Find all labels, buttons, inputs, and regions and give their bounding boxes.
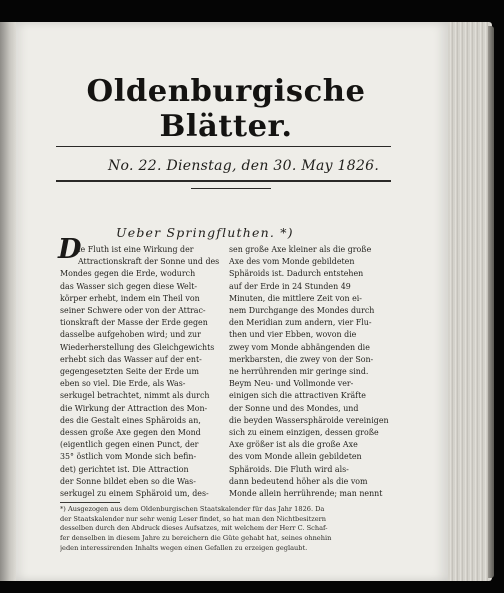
text-line: (eigentlich gegen einen Punct, der [60, 440, 199, 450]
text-line: Minuten, die mittlere Zeit von ei- [229, 293, 362, 303]
text-line: dasselbe aufgehoben wird; und zur [60, 330, 201, 340]
text-line: Beym Neu- und Vollmonde ver- [229, 379, 354, 389]
text-line: der Sonne und des Mondes, und [229, 403, 359, 413]
text-line: körper erhebt, indem ein Theil von [60, 293, 200, 303]
issue-date: Dienstag, den 30. May 1826. [166, 158, 380, 174]
text-line: Axe des vom Monde gebildeten [229, 257, 355, 267]
right-column [229, 244, 413, 500]
text-line: seiner Schwere oder von der Attrac- [60, 306, 206, 316]
text-line: sen große Axe kleiner als die große [229, 245, 372, 254]
text-line: der Staatskalender nur sehr wenig Leser findet, so hat man den Nichtbesitzern [60, 514, 327, 523]
text-line: der Sonne bildet eben so die Was- [60, 476, 196, 486]
text-line: Wiederherstellung des Gleichgewichts [60, 342, 215, 352]
text-line: eben so viel. Die Erde, als Was- [60, 379, 186, 389]
text-line: die beyden Wassersphäroide vereinigen [229, 415, 389, 425]
text-line: serkugel zu einem Sphäroid um, des- [60, 489, 209, 499]
document-page [16, 22, 448, 581]
text-line: serkugel betrachtet, nimmt als durch [60, 391, 210, 401]
text-line: Axe größer ist als die große Axe [229, 440, 358, 450]
text-line: Mondes gegen die Erde, wodurch [60, 269, 196, 279]
text-line: ie Fluth ist eine Wirkung der [78, 245, 194, 254]
text-line: merkbarsten, die zwey von der Son- [229, 354, 374, 364]
text-line: ne herrührenden mir geringe sind. [229, 367, 369, 377]
text-line: das Wasser sich gegen diese Welt- [60, 281, 198, 291]
masthead-rule [56, 146, 391, 147]
text-line: desselben durch den Abdruck dieses Aufsatzes, mit welchem der Herr C. Schaf- [60, 524, 328, 533]
text-line: des die Gestalt eines Sphäroids an, [60, 415, 201, 425]
text-line: zwey vom Monde abhängenden die [229, 342, 370, 352]
drop-cap: D [58, 234, 82, 265]
text-line: Sphäroids. Die Fluth wird als- [229, 464, 349, 474]
article-title: Ueber Springfluthen. *) [116, 225, 294, 240]
left-column [60, 244, 238, 500]
text-line: den Meridian zum andern, vier Flu- [229, 318, 372, 328]
text-line: dessen große Axe gegen den Mond [60, 428, 201, 438]
text-line: auf der Erde in 24 Stunden 49 [229, 281, 351, 291]
text-line: Monde allein herrührende; man nennt [229, 489, 383, 499]
text-line: det) gerichtet ist. Die Attraction [60, 464, 189, 474]
issue-rule [56, 180, 391, 182]
text-line: fer denselben in diesem Jahre zu bereichern die Güte gehabt hat, seines ohnehin [60, 534, 332, 543]
issue-line [108, 158, 380, 174]
text-line: nem Durchgange des Mondes durch [229, 306, 375, 316]
text-line: 35° östlich vom Monde sich befin- [60, 452, 197, 462]
short-rule [191, 188, 271, 189]
text-line: sich zu einem einzigen, dessen große [229, 428, 379, 438]
text-line: gegengesetzten Seite der Erde um [60, 367, 199, 377]
footnote [60, 505, 412, 554]
masthead-title: Oldenburgische Blätter. [86, 74, 366, 144]
text-line: einigen sich die attractiven Kräfte [229, 391, 366, 401]
text-line: erhebt sich das Wasser auf der ent- [60, 354, 202, 364]
text-line: jeden interessirenden Inhalts wegen einen Gefallen zu erzeigen geglaubt. [60, 543, 308, 552]
footnote-rule [60, 502, 120, 503]
text-line: *) Ausgezogen aus dem Oldenburgischen Staatskalender für das Jahr 1826. Da [60, 505, 325, 513]
issue-number: No. 22. [108, 158, 162, 174]
text-line: die Wirkung der Attraction des Mon- [60, 403, 208, 413]
text-line: dann bedeutend höher als die vom [229, 476, 368, 486]
text-line: then und vier Ebben, wovon die [229, 330, 357, 340]
text-line: Attractionskraft der Sonne und des [78, 257, 220, 267]
page-stack-edge [488, 26, 494, 578]
text-line: des vom Monde allein gebildeten [229, 452, 362, 462]
page-stack [444, 22, 492, 581]
text-line: Sphäroids ist. Dadurch entstehen [229, 269, 364, 279]
text-line: tionskraft der Masse der Erde gegen [60, 318, 208, 328]
